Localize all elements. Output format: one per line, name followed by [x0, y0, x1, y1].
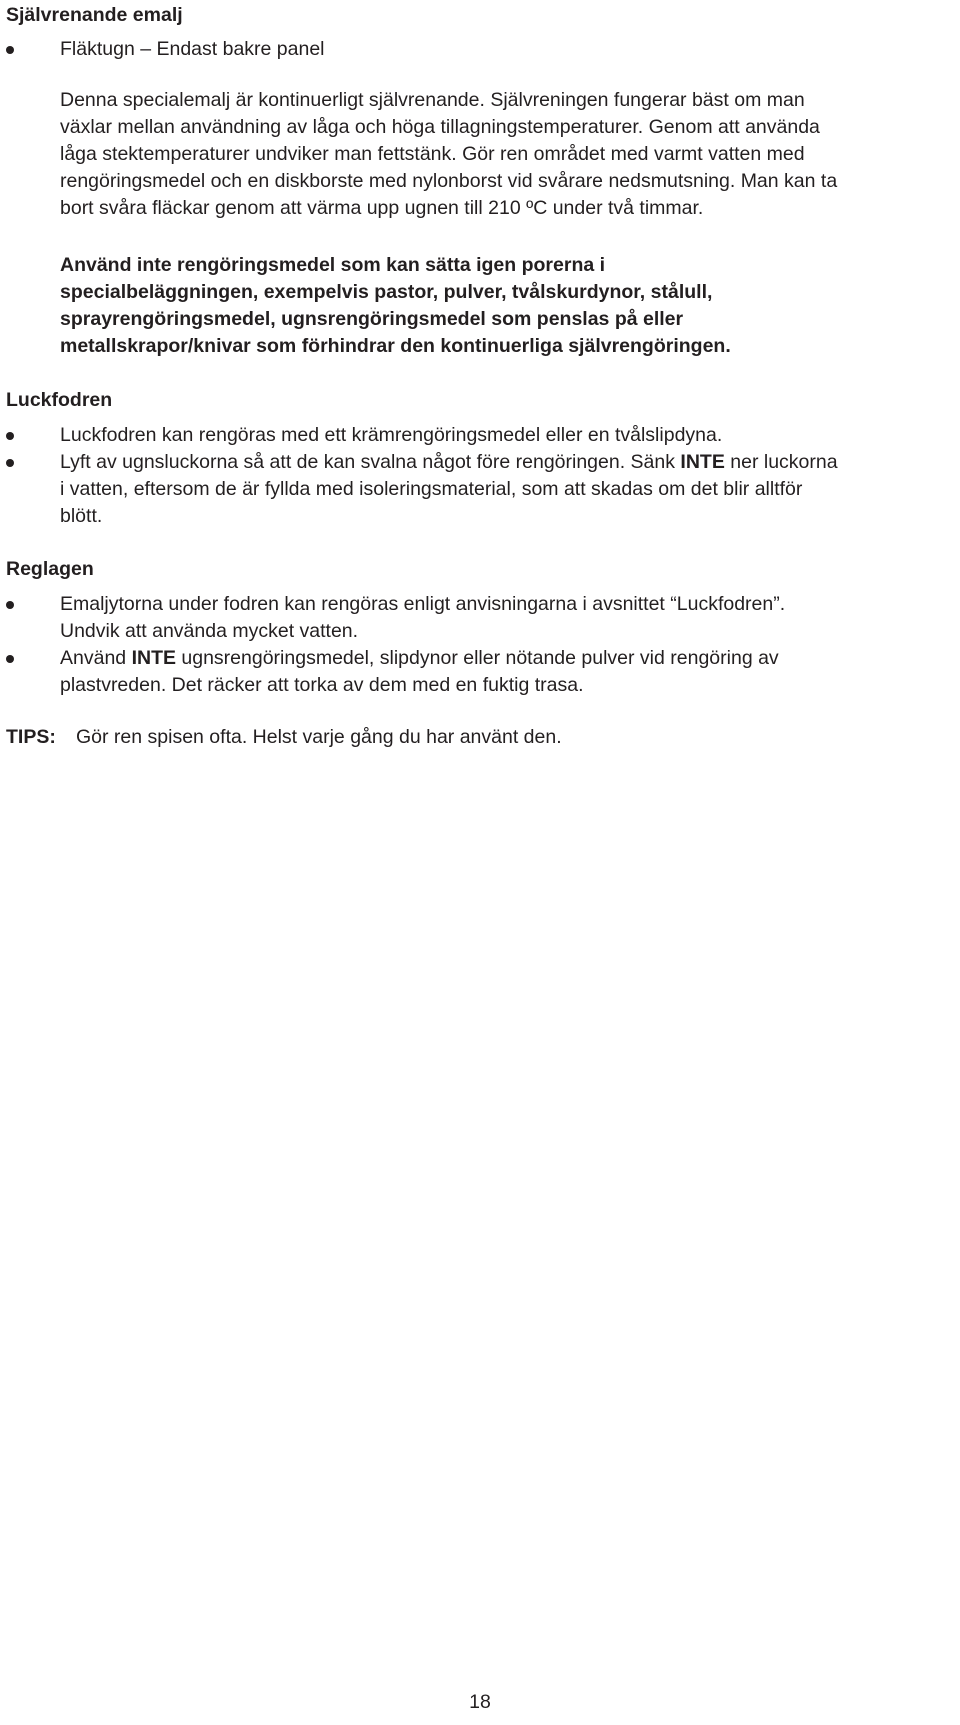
paragraph-line: Denna specialemalj är kontinuerligt självrenande. Självreningen fungerar bäst om man [60, 89, 805, 111]
list-item-text: i vatten, eftersom de är fyllda med isoleringsmaterial, som att skadas om det blir alltför [60, 478, 803, 500]
text-run: Lyft av ugnsluckorna så att de kan svalna något före rengöringen. Sänk [60, 451, 681, 473]
list-item-text: plastvreden. Det räcker att torka av dem med en fuktig trasa. [60, 674, 584, 696]
bullet-icon [6, 46, 14, 54]
emphasis-text: INTE [680, 451, 725, 473]
page-number: 18 [469, 1691, 491, 1713]
warning-line: metallskrapor/knivar som förhindrar den kontinuerliga självrengöringen. [60, 335, 731, 357]
tips-line [6, 724, 562, 751]
tips-label: TIPS: [6, 726, 56, 748]
body-paragraph [60, 87, 960, 222]
bullet-icon [6, 655, 14, 663]
list-item-text: blött. [60, 505, 103, 527]
warning-line: Använd inte rengöringsmedel som kan sätta igen porerna i [60, 254, 606, 276]
text-run: Använd [60, 647, 132, 669]
warning-line: sprayrengöringsmedel, ugnsrengöringsmedel som penslas på eller [60, 308, 684, 330]
tips-text: Gör ren spisen ofta. Helst varje gång du har använt den. [76, 726, 562, 748]
heading-reglagen: Reglagen [6, 558, 94, 580]
paragraph-line: rengöringsmedel och en diskborste med nylonborst vid svårare nedsmutsning. Man kan ta [60, 170, 838, 192]
text-run: ugnsrengöringsmedel, slipdynor eller nötande pulver vid rengöring av [175, 647, 779, 669]
paragraph-line: bort svåra fläckar genom att värma upp ugnen till 210 ºC under två timmar. [60, 197, 704, 219]
heading-sjalvrenande-emalj: Självrenande emalj [6, 4, 183, 26]
paragraph-line: låga stektemperaturer undviker man fettstänk. Gör ren området med varmt vatten med [60, 143, 805, 165]
warning-paragraph [60, 252, 960, 360]
list-item-text: Undvik att använda mycket vatten. [60, 620, 359, 642]
list-item-text: Emaljytorna under fodren kan rengöras enligt anvisningarna i avsnittet “Luckfodren”. [60, 593, 786, 615]
bullet-icon [6, 432, 14, 440]
list-item-text: Luckfodren kan rengöras med ett krämrengöringsmedel eller en tvålslipdyna. [60, 424, 723, 446]
emphasis-text: INTE [131, 647, 176, 669]
heading-luckfodren: Luckfodren [6, 389, 113, 411]
bullet-icon [6, 601, 14, 609]
warning-line: specialbeläggningen, exempelvis pastor, pulver, tvålskurdynor, stålull, [60, 281, 713, 303]
list-item-text [60, 449, 946, 476]
list-item-text: Fläktugn – Endast bakre panel [60, 38, 325, 60]
list-item-text [60, 645, 946, 672]
bullet-icon [6, 459, 14, 467]
text-run: ner luckorna [724, 451, 838, 473]
paragraph-line: växlar mellan användning av låga och höga tillagningstemperaturer. Genom att använda [60, 116, 820, 138]
